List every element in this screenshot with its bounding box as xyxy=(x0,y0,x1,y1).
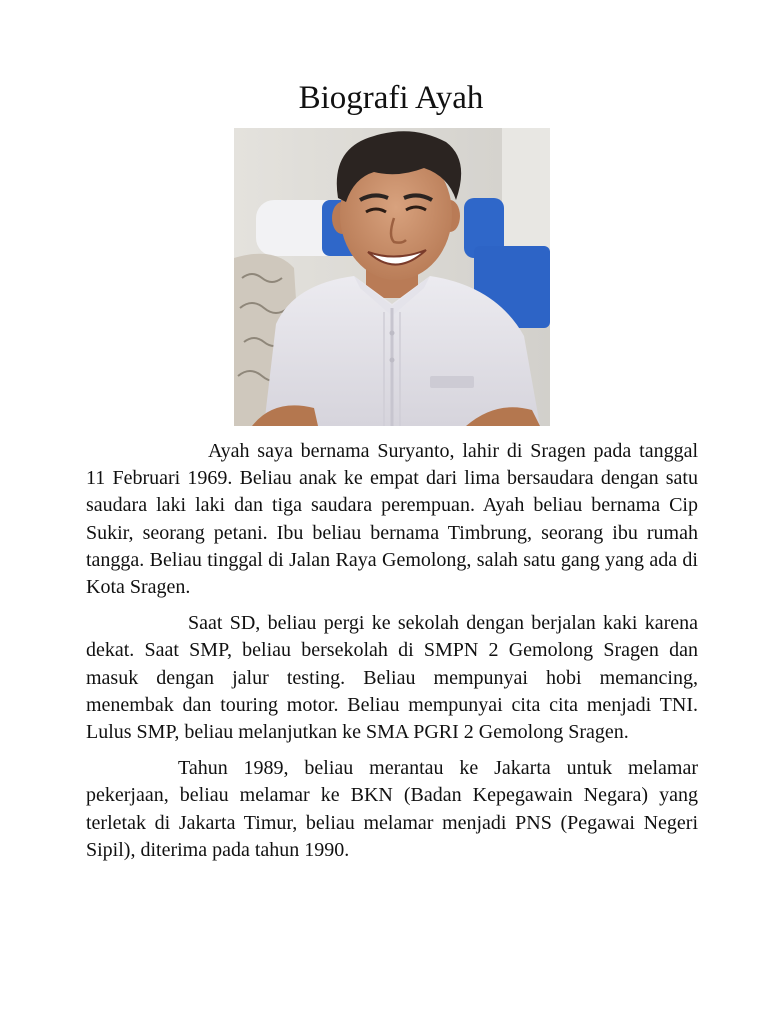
paragraph-2: Saat SD, beliau pergi ke sekolah dengan berjalan kaki karena dekat. Saat SMP, beliau bersekolah di SMPN 2 Gemolong Sragen dan masuk dengan jalur testing. Beliau mempunyai hobi memancing, menembak dan touring motor. Beliau mempunyai cita cita menjadi TNI. Lulus SMP, beliau melanjutkan ke SMA PGRI 2 Gemolong Sragen. xyxy=(86,612,698,744)
biography-text xyxy=(86,438,698,873)
paragraph-1: Ayah saya bernama Suryanto, lahir di Sragen pada tanggal 11 Februari 1969. Beliau anak ke empat dari lima bersaudara dengan satu saudara laki laki dan tiga saudara perempuan. Ayah beliau bernama Cip Sukir, seorang petani. Ibu beliau bernama Timbrung, seorang ibu rumah tangga. Beliau tinggal di Jalan Raya Gemolong, salah satu gang yang ada di Kota Sragen. xyxy=(86,440,698,599)
portrait-photo xyxy=(234,128,550,426)
paragraph-3: Tahun 1989, beliau merantau ke Jakarta untuk melamar pekerjaan, beliau melamar ke BKN (Badan Kepegawain Negara) yang terletak di Jakarta Timur, beliau melamar menjadi PNS (Pegawai Negeri Sipil), diterima pada tahun 1990. xyxy=(86,757,698,861)
page-title: Biografi Ayah xyxy=(298,80,484,116)
